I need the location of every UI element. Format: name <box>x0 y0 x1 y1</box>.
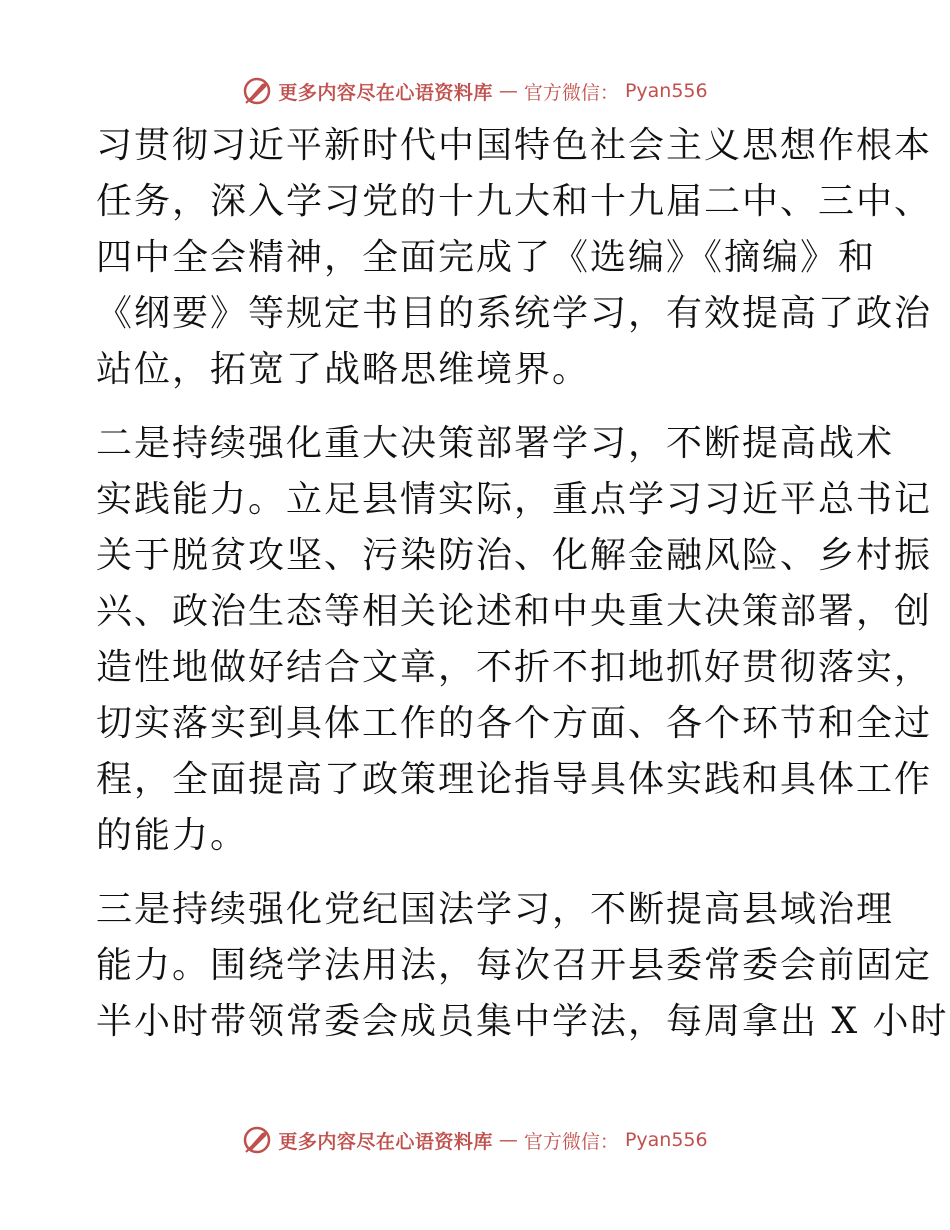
body-line: 三是持续强化党纪国法学习，不断提高县域治理 <box>96 889 895 930</box>
body-line: 《纲要》等规定书目的系统学习，有效提高了政治 <box>96 293 933 334</box>
body-line: 四中全会精神，全面完成了《选编》《摘编》和 <box>96 237 877 278</box>
body-line: 切实落实到具体工作的各个方面、各个环节和全过 <box>96 703 933 744</box>
body-line: 半小时带领常委会成员集中学法，每周拿出 X 小时 <box>96 1001 949 1042</box>
body-line: 关于脱贫攻坚、污染防治、化解金融风险、乡村振 <box>96 535 933 576</box>
watermark-official-label: 官方微信： <box>523 81 619 104</box>
quill-logo-icon <box>242 76 272 106</box>
body-line: 能力。围绕学法用法，每次召开县委常委会前固定 <box>96 945 933 986</box>
body-line: 实践能力。立足县情实际，重点学习习近平总书记 <box>96 479 933 520</box>
body-line: 兴、政治生态等相关论述和中央重大决策部署，创 <box>96 591 933 632</box>
body-line: 造性地做好结合文章，不折不扣地抓好贯彻落实， <box>96 647 933 688</box>
watermark-brand: 更多内容尽在心语资料库 <box>278 81 493 104</box>
watermark-official-label: 官方微信： <box>523 1130 619 1153</box>
body-line: 二是持续强化重大决策部署学习，不断提高战术 <box>96 423 895 464</box>
body-line: 的能力。 <box>96 815 249 856</box>
watermark-footer <box>0 1123 950 1157</box>
body-line: 任务，深入学习党的十九大和十九届二中、三中、 <box>96 181 933 222</box>
watermark-wechat-id: Pyan556 <box>624 1129 708 1151</box>
watermark-wechat-id: Pyan556 <box>624 80 708 102</box>
watermark-header <box>0 74 950 108</box>
watermark-brand: 更多内容尽在心语资料库 <box>278 1130 493 1153</box>
body-line: 习贯彻习近平新时代中国特色社会主义思想作根本 <box>96 125 933 166</box>
quill-logo-icon <box>242 1125 272 1155</box>
body-line: 程，全面提高了政策理论指导具体实践和具体工作 <box>96 759 933 800</box>
body-line: 站位，拓宽了战略思维境界。 <box>96 349 591 390</box>
watermark-separator: — <box>498 1129 518 1151</box>
watermark-separator: — <box>498 80 518 102</box>
